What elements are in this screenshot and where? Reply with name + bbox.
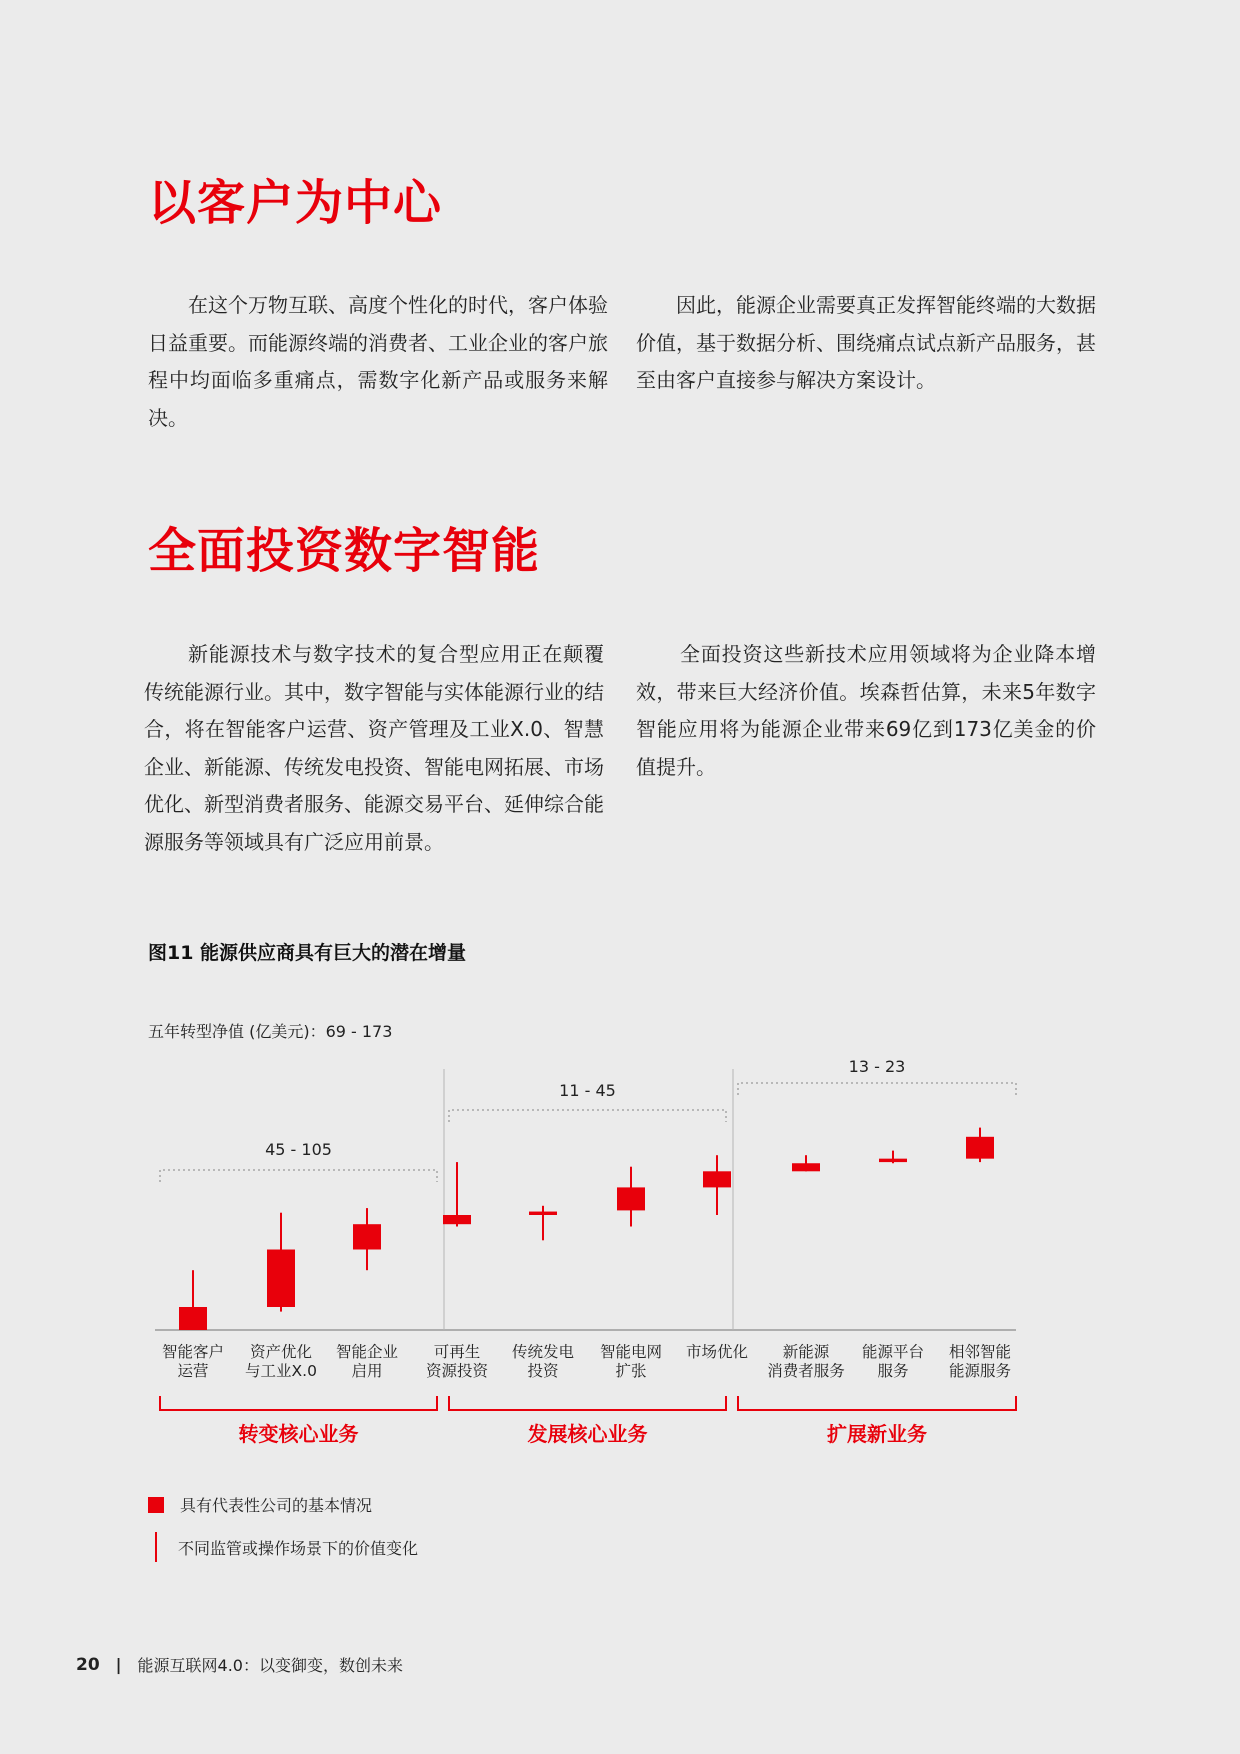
category-label-9-line-1: 能源平台: [861, 1343, 925, 1361]
category-label-5-line-1: 传统发电: [511, 1343, 575, 1361]
candle-box-4: [443, 1215, 471, 1224]
figure-title: 图11 能源供应商具有巨大的潜在增量: [148, 942, 467, 964]
category-label-4-line-1: 可再生: [433, 1343, 481, 1361]
group-bracket-3: [738, 1396, 1016, 1410]
category-label-5-line-2: 投资: [527, 1362, 559, 1380]
legend-box-label: 具有代表性公司的基本情况: [180, 1496, 373, 1515]
range-bracket-2: [449, 1110, 726, 1122]
category-label-2-line-2: 与工业X.0: [245, 1362, 317, 1380]
category-label-4-line-2: 资源投资: [425, 1362, 489, 1380]
category-label-10-line-1: 相邻智能: [948, 1343, 1012, 1361]
footer-separator: |: [115, 1655, 122, 1674]
category-label-8-line-2: 消费者服务: [767, 1362, 845, 1380]
category-label-3-line-2: 启用: [351, 1362, 383, 1380]
range-label-1: 45 - 105: [265, 1140, 332, 1159]
category-label-10-line-2: 能源服务: [948, 1362, 1012, 1380]
category-label-8-line-1: 新能源: [782, 1343, 830, 1361]
category-label-6-line-2: 扩张: [615, 1362, 647, 1380]
candle-box-1: [179, 1307, 207, 1330]
legend-line-label: 不同监管或操作场景下的价值变化: [178, 1538, 419, 1558]
category-label-9-line-2: 服务: [877, 1362, 909, 1380]
category-label-6-line-1: 智能电网: [599, 1343, 663, 1361]
candle-box-7: [703, 1171, 731, 1187]
candle-box-10: [966, 1137, 994, 1159]
candle-box-3: [353, 1224, 381, 1249]
range-bracket-3: [738, 1083, 1016, 1095]
page-footer: [76, 1653, 403, 1676]
candle-box-8: [792, 1163, 820, 1171]
group-name-2: 发展核心业务: [527, 1422, 648, 1446]
category-label-7-line-1: 市场优化: [685, 1343, 749, 1361]
paragraph-customer-right: 因此，能源企业需要真正发挥智能终端的大数据价值，基于数据分析、围绕痛点试点新产品服务，甚至由客户直接参与解决方案设计。: [636, 293, 1096, 392]
section-title-digital-investment: 全面投资数字智能: [148, 523, 541, 579]
paragraph-digital-left: 新能源技术与数字技术的复合型应用正在颠覆传统能源行业。其中，数字智能与实体能源行业的结合，将在智能客户运营、资产管理及工业X.0、智慧企业、新能源、传统发电投资、智能电网拓展、市场优化、新型消费者服务、能源交易平台、延伸综合能源服务等领域具有广泛应用前景。: [144, 642, 604, 854]
candle-box-6: [617, 1187, 645, 1210]
range-label-2: 11 - 45: [559, 1081, 616, 1100]
legend-line-item: [148, 1532, 418, 1562]
category-label-2-line-1: 资产优化: [249, 1343, 313, 1361]
paragraph-digital-right: 全面投资这些新技术应用领域将为企业降本增效，带来巨大经济价值。埃森哲估算，未来5年数字智能应用将为能源企业带来69亿到173亿美金的价值提升。: [636, 642, 1096, 779]
candle-box-5: [529, 1212, 557, 1215]
legend-box-swatch: [148, 1497, 164, 1513]
paragraph-customer-left: 在这个万物互联、高度个性化的时代，客户体验日益重要。而能源终端的消费者、工业企业的客户旅程中均面临多重痛点，需数字化新产品或服务来解决。: [148, 293, 608, 430]
range-bracket-1: [160, 1170, 437, 1182]
category-label-1-line-2: 运营: [177, 1362, 209, 1380]
group-bracket-2: [449, 1396, 726, 1410]
group-name-3: 扩展新业务: [827, 1422, 927, 1446]
figure-subtitle: 五年转型净值 (亿美元)：69 - 173: [148, 1022, 393, 1041]
category-label-1-line-1: 智能客户: [161, 1343, 225, 1361]
legend-line-swatch: [155, 1532, 157, 1562]
group-name-1: 转变核心业务: [238, 1422, 359, 1446]
range-label-3: 13 - 23: [848, 1057, 906, 1076]
publication-title: 能源互联网4.0：以变御变，数创未来: [137, 1656, 403, 1675]
section-title-customer-centric: 以客户为中心: [148, 175, 443, 231]
category-label-3-line-1: 智能企业: [335, 1343, 399, 1361]
group-bracket-1: [160, 1396, 437, 1410]
page-number: 20: [76, 1654, 100, 1675]
legend-box-item: [148, 1493, 372, 1516]
candle-box-2: [267, 1250, 295, 1308]
candle-box-9: [879, 1159, 907, 1162]
